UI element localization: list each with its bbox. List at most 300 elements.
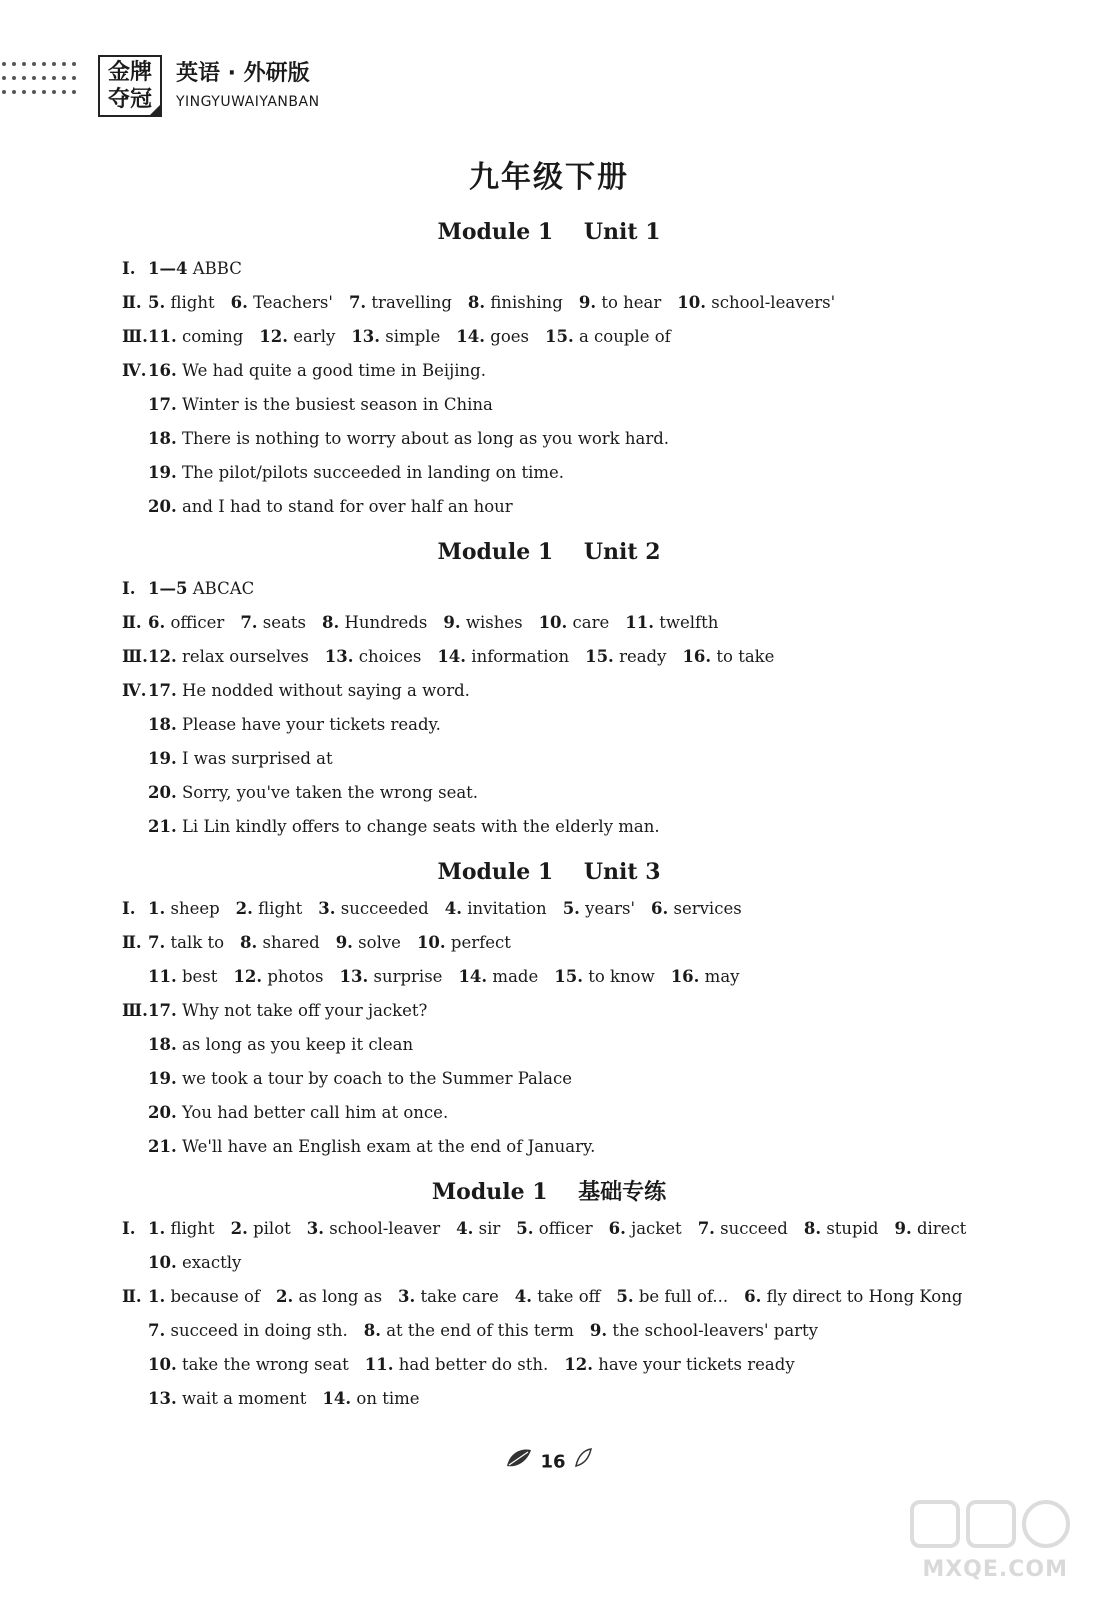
roman-numeral: Ⅰ. — [122, 899, 136, 918]
answer-item — [148, 1103, 448, 1122]
answer-row — [0, 388, 1098, 422]
page-number: 16 — [540, 1451, 566, 1473]
roman-numeral: Ⅱ. — [122, 293, 142, 312]
item-number: 2. — [276, 1287, 294, 1306]
answer-item — [240, 613, 306, 632]
answer-row — [0, 1280, 1098, 1314]
answer-section — [0, 852, 1098, 1164]
answer-item — [148, 1137, 595, 1156]
item-answer: have your tickets ready — [598, 1355, 795, 1374]
answer-item — [148, 1389, 306, 1408]
answer-item — [148, 395, 493, 414]
item-number: 14. — [322, 1389, 352, 1408]
answer-item — [148, 1001, 427, 1020]
answer-item — [148, 361, 486, 380]
answer-item — [539, 613, 610, 632]
item-number: 1—4 — [148, 259, 188, 278]
answer-item — [456, 327, 529, 346]
answer-item — [417, 933, 511, 952]
leaf-left-icon — [504, 1446, 534, 1479]
answer-item — [545, 327, 671, 346]
answer-item — [259, 327, 335, 346]
item-number: 12. — [259, 327, 288, 346]
answer-item — [148, 899, 220, 918]
item-answer: We had quite a good time in Beijing. — [181, 361, 486, 380]
answer-row — [0, 320, 1098, 354]
brand-logo — [98, 55, 162, 117]
answer-items — [148, 320, 687, 354]
item-number: 10. — [416, 933, 446, 952]
item-number: 14. — [456, 327, 486, 346]
item-number: 9. — [443, 613, 461, 632]
item-number: 12. — [233, 967, 263, 986]
answer-item — [148, 1355, 349, 1374]
item-number: 21. — [148, 1137, 177, 1156]
answer-item — [564, 1355, 794, 1374]
answer-row — [0, 252, 1098, 286]
item-answer: officer — [538, 1219, 593, 1238]
answer-section — [0, 532, 1098, 844]
item-number: 9. — [335, 933, 353, 952]
answer-item — [318, 899, 428, 918]
answer-item — [240, 933, 320, 952]
answer-items — [148, 1348, 811, 1382]
item-answer: the school-leavers' party — [612, 1321, 819, 1340]
answer-item — [236, 899, 303, 918]
item-answer: seats — [262, 613, 306, 632]
item-answer: twelfth — [659, 613, 719, 632]
item-number: 1. — [148, 899, 166, 918]
item-number: 21. — [148, 817, 177, 836]
item-answer: Li Lin kindly offers to change seats with the elderly man. — [181, 817, 660, 836]
item-answer: succeed in doing sth. — [170, 1321, 348, 1340]
item-answer: The pilot/pilots succeeded in landing on time. — [181, 463, 565, 482]
item-answer: invitation — [467, 899, 547, 918]
answer-item — [148, 293, 215, 312]
answer-item — [364, 1321, 574, 1340]
roman-numeral: Ⅱ. — [122, 1287, 142, 1306]
item-answer: early — [293, 327, 336, 346]
item-answer: wait a moment — [181, 1389, 307, 1408]
item-answer: ready — [619, 647, 667, 666]
roman-numeral: Ⅱ. — [122, 933, 142, 952]
item-answer: flight — [170, 1219, 215, 1238]
answer-item — [516, 1219, 592, 1238]
answer-row — [0, 1130, 1098, 1164]
item-answer: take care — [420, 1287, 499, 1306]
answer-item — [233, 967, 323, 986]
answer-item — [554, 967, 654, 986]
item-number: 8. — [467, 293, 486, 312]
item-number: 6. — [230, 293, 248, 312]
item-number: 5. — [562, 899, 580, 918]
item-number: 7. — [148, 1321, 166, 1340]
roman-numeral: Ⅲ. — [122, 327, 148, 346]
answer-section — [0, 212, 1098, 524]
item-answer: on time — [356, 1389, 420, 1408]
item-number: 17. — [148, 1001, 177, 1020]
item-answer: Why not take off your jacket? — [181, 1001, 428, 1020]
answer-item — [677, 293, 835, 312]
answer-items — [148, 1382, 436, 1416]
item-number: 16. — [670, 967, 700, 986]
item-number: 20. — [148, 497, 177, 516]
answer-item — [590, 1321, 818, 1340]
item-answer: made — [492, 967, 539, 986]
answer-row — [0, 892, 1098, 926]
roman-numeral: Ⅰ. — [122, 1219, 136, 1238]
item-number: 6. — [608, 1219, 626, 1238]
answer-row — [0, 572, 1098, 606]
item-answer: succeed — [720, 1219, 788, 1238]
item-answer: exactly — [181, 1253, 242, 1272]
item-number: 7. — [697, 1219, 715, 1238]
item-answer: shared — [262, 933, 320, 952]
answer-items — [148, 490, 529, 524]
item-number: 13. — [324, 647, 354, 666]
item-answer: years' — [585, 899, 635, 918]
item-answer: best — [181, 967, 218, 986]
answer-row — [0, 960, 1098, 994]
item-answer: may — [704, 967, 740, 986]
section-title: Module 1 Unit 3 — [437, 859, 661, 885]
item-answer: solve — [358, 933, 401, 952]
answer-item — [231, 1219, 291, 1238]
answer-items — [148, 926, 527, 960]
item-number: 4. — [514, 1287, 532, 1306]
decorative-dots — [2, 62, 92, 102]
answer-item — [148, 715, 441, 734]
answer-row — [0, 1348, 1098, 1382]
answer-items — [148, 1314, 834, 1348]
item-answer: choices — [358, 647, 422, 666]
answer-item — [340, 967, 443, 986]
logo-line1: 金牌 — [107, 60, 152, 85]
item-number: 12. — [148, 647, 177, 666]
answer-row — [0, 1212, 1098, 1246]
item-number: 3. — [398, 1287, 416, 1306]
section-title: Module 1 基础专练 — [431, 1179, 667, 1205]
item-number: 10. — [538, 613, 568, 632]
answer-items — [148, 286, 851, 320]
answer-items — [148, 1062, 588, 1096]
logo-line2: 夺冠 — [107, 87, 152, 112]
item-answer: had better do sth. — [398, 1355, 549, 1374]
roman-numeral: Ⅱ. — [122, 613, 142, 632]
answer-row — [0, 1096, 1098, 1130]
item-answer: to know — [588, 967, 655, 986]
answer-item — [585, 647, 666, 666]
item-answer: surprise — [373, 967, 443, 986]
answer-item — [671, 967, 740, 986]
item-number: 7. — [240, 613, 258, 632]
roman-numeral: Ⅰ. — [122, 579, 136, 598]
item-answer: simple — [385, 327, 441, 346]
answer-item — [148, 1253, 241, 1272]
answer-item — [148, 1035, 413, 1054]
answer-items — [148, 252, 258, 286]
item-number: 14. — [437, 647, 467, 666]
item-answer: goes — [490, 327, 529, 346]
item-answer: coming — [181, 327, 244, 346]
watermark-text: MXQE.COM — [922, 1557, 1068, 1582]
answer-item — [563, 899, 635, 918]
answer-item — [148, 647, 309, 666]
answer-item — [148, 967, 217, 986]
answer-item — [398, 1287, 499, 1306]
item-answer: We'll have an English exam at the end of January. — [181, 1137, 596, 1156]
answer-item — [579, 293, 661, 312]
item-answer: to hear — [601, 293, 662, 312]
item-number: 7. — [348, 293, 367, 312]
answer-item — [744, 1287, 962, 1306]
answer-item — [148, 749, 333, 768]
answer-item — [148, 463, 564, 482]
answer-items — [148, 994, 443, 1028]
item-answer: flight — [258, 899, 303, 918]
answer-row — [0, 286, 1098, 320]
answer-row — [0, 776, 1098, 810]
answer-item — [231, 293, 333, 312]
item-number: 15. — [545, 327, 574, 346]
book-title: 九年级下册 — [469, 160, 629, 195]
section-title: Module 1 Unit 1 — [437, 219, 661, 245]
answer-items — [148, 456, 580, 490]
answer-item — [458, 967, 538, 986]
item-number: 5. — [616, 1287, 634, 1306]
answer-item — [148, 327, 243, 346]
answer-items — [148, 892, 758, 926]
item-answer: Please have your tickets ready. — [181, 715, 441, 734]
item-answer: care — [572, 613, 610, 632]
answer-item — [322, 613, 427, 632]
answer-row — [0, 422, 1098, 456]
leaf-right-icon — [572, 1446, 594, 1479]
answer-item — [307, 1219, 440, 1238]
item-answer: Winter is the busiest season in China — [181, 395, 493, 414]
item-number: 18. — [148, 1035, 177, 1054]
item-answer: take off — [537, 1287, 601, 1306]
answer-item — [445, 899, 547, 918]
item-number: 16. — [148, 361, 177, 380]
item-answer: school-leaver — [329, 1219, 441, 1238]
answer-items — [148, 810, 676, 844]
item-number: 6. — [148, 613, 166, 632]
answer-row — [0, 490, 1098, 524]
item-number: 8. — [321, 613, 340, 632]
item-answer: a couple of — [578, 327, 671, 346]
item-number: 14. — [458, 967, 488, 986]
answer-item — [515, 1287, 601, 1306]
item-answer: sheep — [170, 899, 220, 918]
item-number: 10. — [148, 1253, 177, 1272]
item-answer: as long as — [298, 1287, 383, 1306]
answer-item — [148, 429, 669, 448]
item-number: 8. — [803, 1219, 822, 1238]
watermark-logo — [892, 1496, 1082, 1586]
answer-item — [148, 817, 660, 836]
item-answer: travelling — [371, 293, 452, 312]
item-answer: sir — [478, 1219, 501, 1238]
item-number: 13. — [148, 1389, 177, 1408]
answer-items — [148, 1280, 978, 1314]
item-number: 18. — [148, 715, 177, 734]
answer-row — [0, 354, 1098, 388]
item-number: 13. — [339, 967, 369, 986]
item-number: 19. — [148, 463, 177, 482]
answer-item — [468, 293, 563, 312]
item-number: 1. — [148, 1219, 166, 1238]
answer-row — [0, 606, 1098, 640]
answer-items — [148, 572, 270, 606]
roman-numeral: Ⅲ. — [122, 1001, 148, 1020]
answer-row — [0, 994, 1098, 1028]
answer-item — [443, 613, 522, 632]
answer-item — [148, 1287, 260, 1306]
answer-row — [0, 1246, 1098, 1280]
item-answer: pilot — [253, 1219, 291, 1238]
item-number: 8. — [363, 1321, 381, 1340]
answer-item — [148, 1219, 215, 1238]
answer-items — [148, 1028, 429, 1062]
item-number: 7. — [148, 933, 166, 952]
item-answer: school-leavers' — [711, 293, 836, 312]
item-answer: flight — [170, 293, 215, 312]
item-number: 3. — [318, 899, 336, 918]
answer-item — [148, 933, 224, 952]
answer-item — [148, 579, 254, 598]
item-number: 16. — [682, 647, 712, 666]
item-answer: because of — [170, 1287, 261, 1306]
answer-item — [276, 1287, 382, 1306]
item-answer: take the wrong seat — [181, 1355, 349, 1374]
answer-items — [148, 1130, 611, 1164]
item-answer: Sorry, you've taken the wrong seat. — [181, 783, 479, 802]
subject-pinyin: YINGYUWAIYANBAN — [176, 94, 320, 110]
item-number: 15. — [585, 647, 614, 666]
item-answer: stupid — [826, 1219, 879, 1238]
section-title: Module 1 Unit 2 — [437, 539, 661, 565]
answer-item — [148, 1069, 572, 1088]
answer-item — [804, 1219, 879, 1238]
answer-item — [651, 899, 742, 918]
item-answer: He nodded without saying a word. — [181, 681, 470, 700]
answer-items — [148, 1246, 257, 1280]
answer-item — [148, 613, 224, 632]
answer-item — [456, 1219, 500, 1238]
answer-item — [698, 1219, 788, 1238]
item-number: 11. — [148, 327, 177, 346]
item-answer: services — [673, 899, 742, 918]
item-answer: at the end of this term — [386, 1321, 574, 1340]
item-number: 20. — [148, 783, 177, 802]
answer-item — [609, 1219, 682, 1238]
item-answer: I was surprised at — [181, 749, 333, 768]
answer-row — [0, 926, 1098, 960]
answer-item — [365, 1355, 548, 1374]
answer-item — [437, 647, 569, 666]
answer-row — [0, 456, 1098, 490]
item-answer: finishing — [490, 293, 563, 312]
item-answer: photos — [267, 967, 324, 986]
answer-items — [148, 422, 685, 456]
item-number: 10. — [148, 1355, 177, 1374]
answer-item — [336, 933, 401, 952]
item-number: 12. — [564, 1355, 593, 1374]
answer-items — [148, 1096, 464, 1130]
item-number: 11. — [148, 967, 177, 986]
answer-item — [349, 293, 452, 312]
answer-items — [148, 606, 734, 640]
answer-item — [148, 497, 513, 516]
item-number: 6. — [651, 899, 669, 918]
answer-items — [148, 1212, 982, 1246]
answer-row — [0, 810, 1098, 844]
subject-title: 英语 · 外研版 — [176, 61, 310, 86]
item-answer: You had better call him at once. — [181, 1103, 449, 1122]
item-answer: jacket — [631, 1219, 682, 1238]
answer-section — [0, 1172, 1098, 1416]
roman-numeral: Ⅰ. — [122, 259, 136, 278]
item-answer: information — [471, 647, 570, 666]
item-number: 1. — [148, 1287, 166, 1306]
answer-item — [148, 259, 242, 278]
answer-row — [0, 674, 1098, 708]
answer-item — [148, 783, 478, 802]
item-number: 19. — [148, 1069, 177, 1088]
item-number: 9. — [578, 293, 597, 312]
answer-items — [148, 640, 790, 674]
item-number: 18. — [148, 429, 177, 448]
item-number: 4. — [444, 899, 462, 918]
item-number: 20. — [148, 1103, 177, 1122]
item-number: 4. — [456, 1219, 474, 1238]
item-answer: perfect — [450, 933, 511, 952]
answer-item — [148, 1321, 348, 1340]
item-number: 1—5 — [148, 579, 188, 598]
answer-items — [148, 960, 755, 994]
answer-row — [0, 1382, 1098, 1416]
answer-row — [0, 742, 1098, 776]
item-number: 17. — [148, 681, 177, 700]
item-answer: wishes — [465, 613, 523, 632]
answer-item — [894, 1219, 966, 1238]
item-answer: direct — [916, 1219, 967, 1238]
item-number: 5. — [148, 293, 166, 312]
item-answer: ABCAC — [192, 579, 255, 598]
item-number: 19. — [148, 749, 177, 768]
item-answer: as long as you keep it clean — [181, 1035, 414, 1054]
roman-numeral: Ⅳ. — [122, 361, 147, 380]
answer-item — [682, 647, 774, 666]
item-number: 8. — [240, 933, 258, 952]
answer-items — [148, 674, 486, 708]
item-number: 11. — [364, 1355, 394, 1374]
item-number: 11. — [625, 613, 654, 632]
roman-numeral: Ⅲ. — [122, 647, 148, 666]
item-answer: be full of... — [638, 1287, 729, 1306]
item-answer: Hundreds — [344, 613, 428, 632]
item-answer: to take — [716, 647, 775, 666]
item-answer: Teachers' — [253, 293, 333, 312]
item-number: 9. — [589, 1321, 608, 1340]
answer-items — [148, 388, 509, 422]
item-number: 2. — [235, 899, 253, 918]
answer-item — [322, 1389, 419, 1408]
item-number: 13. — [351, 327, 381, 346]
answer-item — [351, 327, 440, 346]
item-number: 9. — [894, 1219, 912, 1238]
